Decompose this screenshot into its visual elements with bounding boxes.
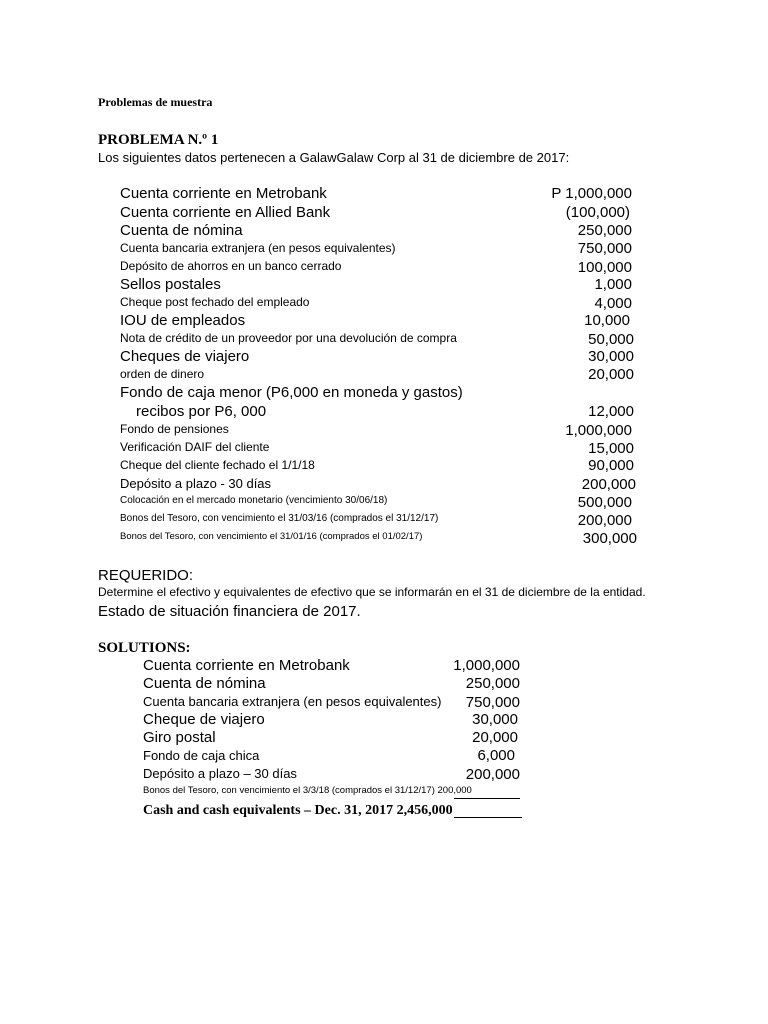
problem-intro: Los siguientes datos pertenecen a GalawGalaw Corp al 31 de diciembre de 2017: <box>98 150 570 165</box>
subtotal-underline <box>454 798 520 799</box>
required-line-2: Estado de situación financiera de 2017. <box>98 603 361 620</box>
item-label: Cuenta corriente en Metrobank <box>120 185 327 202</box>
solution-amount: 750,000 <box>465 694 520 711</box>
item-amount: 50,000 <box>588 331 634 348</box>
item-amount: 500,000 <box>577 494 632 511</box>
total-line-text: Cash and cash equivalents – Dec. 31, 2017 2,456,000 <box>143 803 453 818</box>
solution-label: Depósito a plazo – 30 días <box>143 766 297 781</box>
item-amount: 15,000 <box>588 440 634 457</box>
solution-label: Cuenta de nómina <box>143 675 266 692</box>
item-label: Nota de crédito de un proveedor por una devolución de compra <box>120 331 457 345</box>
item-label: Cuenta de nómina <box>120 222 243 239</box>
required-line-1: Determine el efectivo y equivalentes de efectivo que se informarán en el 31 de diciembre de la entidad. <box>98 585 646 599</box>
item-amount: 20,000 <box>588 366 634 383</box>
item-amount: 200,000 <box>581 476 636 493</box>
item-label: recibos por P6, 000 <box>136 403 267 420</box>
item-label: Sellos postales <box>120 276 221 293</box>
item-amount: 750,000 <box>577 240 632 257</box>
solution-label: Cuenta corriente en Metrobank <box>143 657 350 674</box>
solution-amount: 20,000 <box>472 729 518 746</box>
item-amount: 4,000 <box>594 295 632 312</box>
item-label: Depósito a plazo - 30 días <box>120 476 272 491</box>
problem-title: PROBLEMA N.º 1 <box>98 132 219 148</box>
item-label: Cuenta corriente en Allied Bank <box>120 204 331 221</box>
item-amount: 30,000 <box>588 348 634 365</box>
solutions-title: SOLUTIONS: <box>98 640 191 656</box>
item-label: orden de dinero <box>120 367 205 381</box>
item-label: Cuenta bancaria extranjera (en pesos equivalentes) <box>120 241 396 255</box>
required-title: REQUERIDO: <box>98 567 194 584</box>
solution-amount: 250,000 <box>465 675 520 692</box>
item-label: Bonos del Tesoro, con vencimiento el 31/03/16 (comprados el 31/12/17) <box>120 513 439 524</box>
item-amount: (100,000) <box>565 204 630 221</box>
solution-label: Cuenta bancaria extranjera (en pesos equivalentes) <box>143 694 442 709</box>
solution-amount: 200,000 <box>465 766 520 783</box>
item-label: Fondo de pensiones <box>120 422 229 436</box>
solution-label: Bonos del Tesoro, con vencimiento el 3/3/18 (comprados el 31/12/17) 200,000 <box>143 785 472 796</box>
item-label: Colocación en el mercado monetario (vencimiento 30/06/18) <box>120 495 388 506</box>
item-label: IOU de empleados <box>120 312 246 329</box>
item-amount: 1,000 <box>594 276 632 293</box>
item-amount: 200,000 <box>577 512 632 529</box>
page-header: Problemas de muestra <box>98 95 213 109</box>
solution-amount: 6,000 <box>477 747 515 764</box>
item-amount: 100,000 <box>577 259 632 276</box>
item-amount: 250,000 <box>577 222 632 239</box>
item-label: Depósito de ahorros en un banco cerrado <box>120 259 342 273</box>
item-label: Cheque del cliente fechado el 1/1/18 <box>120 458 315 472</box>
item-label: Bonos del Tesoro, con vencimiento el 31/01/16 (comprados el 01/02/17) <box>120 531 423 542</box>
solution-amount: 30,000 <box>472 711 518 728</box>
item-amount: P 1,000,000 <box>551 185 632 202</box>
solution-label: Fondo de caja chica <box>143 748 260 763</box>
solution-label: Giro postal <box>143 729 216 746</box>
item-amount: 1,000,000 <box>565 422 632 439</box>
item-amount: 10,000 <box>584 312 630 329</box>
item-amount: 90,000 <box>588 457 634 474</box>
item-label: Cheques de viajero <box>120 348 250 365</box>
solution-amount: 1,000,000 <box>453 657 520 674</box>
item-label: Verificación DAIF del cliente <box>120 440 270 454</box>
item-label: Fondo de caja menor (P6,000 en moneda y gastos) <box>120 384 463 401</box>
solution-label: Cheque de viajero <box>143 711 265 728</box>
total-underline <box>454 817 522 818</box>
item-amount: 300,000 <box>582 530 637 547</box>
item-label: Cheque post fechado del empleado <box>120 295 310 309</box>
item-amount: 12,000 <box>588 403 634 420</box>
